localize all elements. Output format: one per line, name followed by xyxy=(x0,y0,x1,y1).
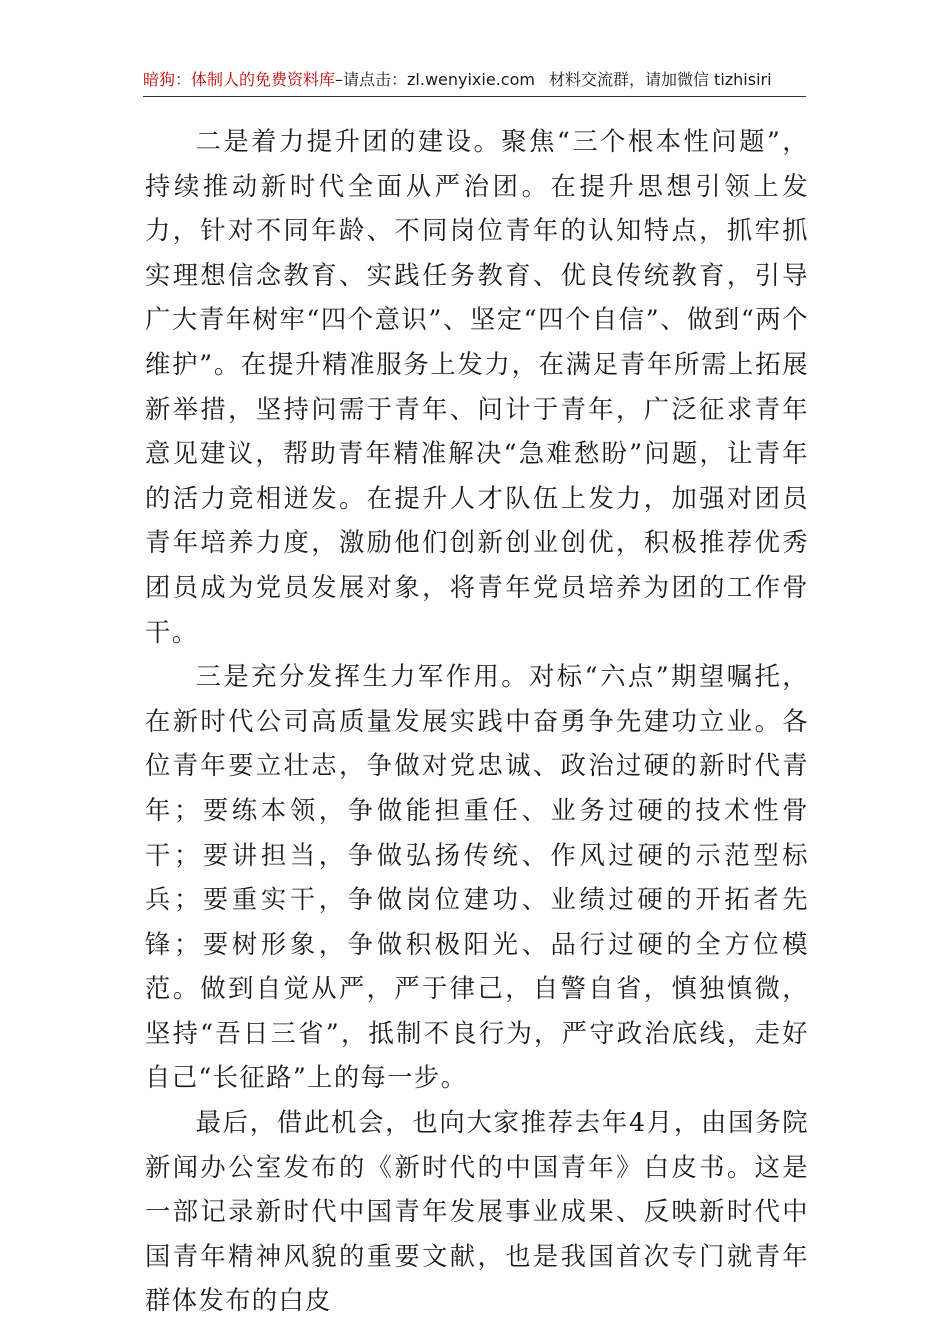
header-wechat-text: 材料交流群，请加微信 tizhisiri xyxy=(548,70,772,89)
document-body xyxy=(145,120,809,1324)
paragraph-3-vanguard-role: 三是充分发挥生力军作用。对标“六点”期望嘱托，在新时代公司高质量发展实践中奋勇争先建功立业。各位青年要立壮志，争做对党忠诚、政治过硬的新时代青年；要练本领，争做能担重任、业务过硬的技术性骨干；要讲担当，争做弘扬传统、作风过硬的示范型标兵；要重实干，争做岗位建功、业绩过硬的开拓者先锋；要树形象，争做积极阳光、品行过硬的全方位模范。做到自觉从严，严于律己，自警自省，慎独慎微，坚持“吾日三省”，抵制不良行为，严守政治底线，走好自己“长征路”上的每一步。 xyxy=(145,662,809,1093)
header-link-text[interactable]: 请点击：zl.wenyixie.com xyxy=(343,70,535,89)
paragraph-2-tuan-building: 二是着力提升团的建设。聚焦“三个根本性问题”，持续推动新时代全面从严治团。在提升思想引领上发力，针对不同年龄、不同岗位青年的认知特点，抓牢抓实理想信念教育、实践任务教育、优良传统教育，引导广大青年树牢“四个意识”、坚定“四个自信”、做到“两个维护”。在提升精准服务上发力，在满足青年所需上拓展新举措，坚持问需于青年、问计于青年，广泛征求青年意见建议，帮助青年精准解决“急难愁盼”问题，让青年的活力竞相迸发。在提升人才队伍上发力，加强对团员青年培养力度，激励他们创新创业创优，积极推荐优秀团员成为党员发展对象，将青年党员培养为团的工作骨干。 xyxy=(145,127,809,647)
header-promo-text: 暗狗：体制人的免费资料库 xyxy=(143,70,336,89)
header-separator: – xyxy=(335,70,344,89)
page-header xyxy=(143,66,806,97)
paragraph-closing-whitepaper: 最后，借此机会，也向大家推荐去年4月，由国务院新闻办公室发布的《新时代的中国青年》白皮书。这是一部记录新时代中国青年发展事业成果、反映新时代中国青年精神风貌的重要文献，也是我国首次专门就青年群体发布的白皮 xyxy=(145,1108,809,1316)
